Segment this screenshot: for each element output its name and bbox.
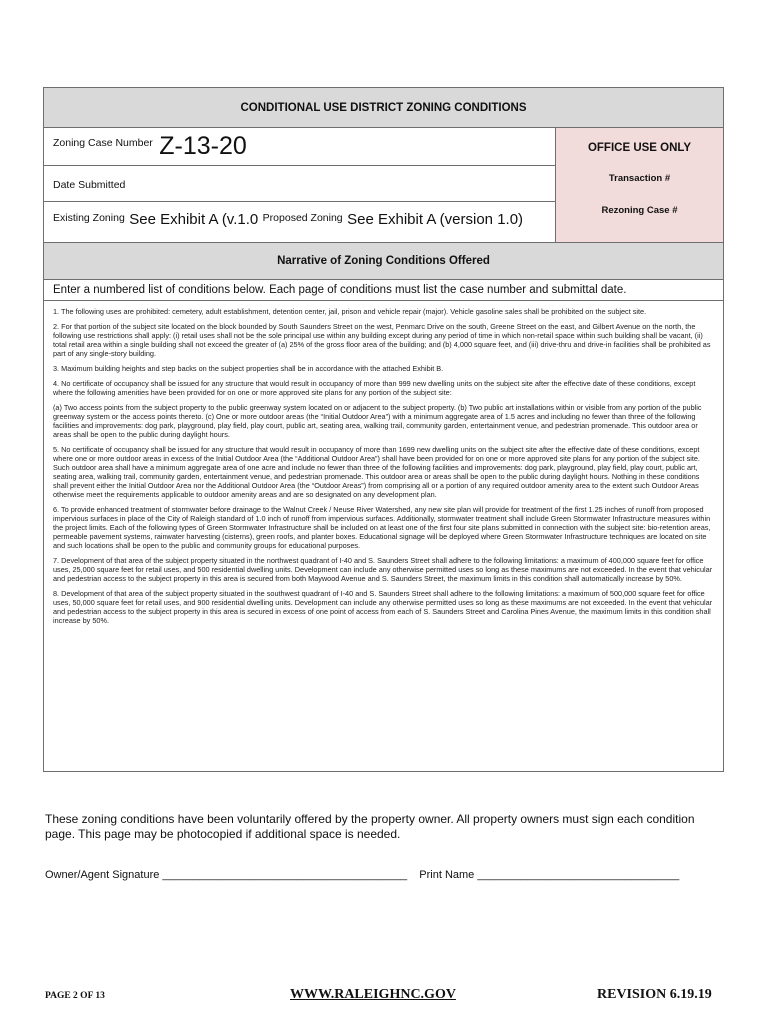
condition-item: 2. For that portion of the subject site located on the block bounded by South Saunders Street on the west, Penmarc Drive on the south, Greene Street on the east, and Gilbert Avenue on the north, the following use restrictions shall apply: (i) retail uses shall not be the sole principal use within any building except during any period of time in which non-retail space within such building shall be vacant, (ii) total retail area within a single building shall not exceed the greater of (a) 25% of the gross floor area of the building; and (b) 4,000 square feet, and (iii) drive-thru and drive-in facilities shall be prohibited as part of any single-story building. [53, 322, 711, 358]
revision-label: REVISION 6.19.19 [597, 987, 712, 1002]
signature-row [45, 869, 679, 881]
page-number: PAGE 2 OF 13 [45, 991, 105, 1001]
existing-zoning-value[interactable]: See Exhibit A (v.1.0 [129, 211, 259, 228]
website-link[interactable]: WWW.RALEIGHNC.GOV [290, 987, 456, 1002]
proposed-zoning-label: Proposed Zoning [262, 212, 343, 224]
office-use-panel [556, 128, 723, 242]
condition-item: 4. No certificate of occupancy shall be issued for any structure that would result in occupancy of more than 999 new dwelling units on the subject site after the effective date of these conditions, except where the following amenities have been provided for on one or more approved site plans for any portion of the subject site: [53, 379, 696, 397]
zoning-conditions-form [43, 87, 724, 772]
narrative-title: Narrative of Zoning Conditions Offered [44, 243, 723, 280]
zoning-row [44, 202, 555, 242]
case-info-section [44, 128, 723, 243]
signature-line[interactable]: ________________________________________ [162, 869, 408, 881]
condition-item: 6. To provide enhanced treatment of stormwater before drainage to the Walnut Creek / Neuse River Watershed, any new site plan will provide for treatment of the first 1.25 inches of runoff from proposed impervious surfaces in place of the City of Raleigh standard of 1.0 inch of runoff from impervious surfaces. Additionally, stormwater treatment shall include Green Stormwater Infrastructure measures within the project limits. Each of the following types of Green Stormwater Infrastructure shall be included on at least one of the first four site plans submitted in connection with the subject site: bio-retention areas, permeable pavement systems, rainwater harvesting (cisterns), green roofs, and planter boxes. Educational signage will be deployed where Green Stormwater Infrastructure techniques are located on site and such locations shall be open to the public and community groups for educational purposes. [53, 505, 711, 550]
rezoning-case-label: Rezoning Case # [601, 205, 678, 216]
voluntary-statement: These zoning conditions have been voluntarily offered by the property owner. All property owners must sign each condition page. This page may be photocopied if additional space is needed. [45, 812, 695, 841]
case-fields [44, 128, 556, 242]
signature-label: Owner/Agent Signature [45, 869, 160, 881]
print-name-label: Print Name [419, 869, 475, 881]
date-submitted-field[interactable] [130, 166, 430, 180]
condition-item: 1. The following uses are prohibited: cemetery, adult establishment, detention center, jail, prison and vehicle repair (major). Vehicle gasoline sales shall be prohibited on the subject site. [53, 307, 647, 316]
form-title: CONDITIONAL USE DISTRICT ZONING CONDITIONS [44, 88, 723, 128]
condition-item: 3. Maximum building heights and step backs on the subject properties shall be in accordance with the attached Exhibit B. [53, 364, 444, 373]
zoning-case-label: Zoning Case Number [53, 137, 153, 149]
zoning-case-value[interactable]: Z-13-20 [159, 132, 247, 160]
proposed-zoning-value[interactable]: See Exhibit A (version 1.0) [347, 211, 524, 228]
condition-item: 7. Development of that area of the subject property situated in the northwest quadrant of I-40 and S. Saunders Street shall adhere to the following limitations: a maximum of 400,000 square feet for office uses, 25,000 square feet for retail uses, and 500 residential dwelling units. Development can include any otherwise permitted uses so long as these maximums are not exceeded. In the event that vehicular and pedestrian access to the subject property in this area is secured from both Maywood Avenue and S. Saunders Street, the maximum limits in this condition shall automatically increase by 50%. [53, 556, 713, 583]
date-submitted-label: Date Submitted [53, 179, 126, 191]
zoning-case-row [44, 128, 555, 166]
office-use-title: OFFICE USE ONLY [587, 142, 692, 154]
narrative-instructions: Enter a numbered list of conditions below. Each page of conditions must list the case number and submittal date. [44, 280, 723, 301]
conditions-list[interactable] [44, 301, 723, 771]
condition-item: 8. Development of that area of the subject property situated in the southwest quadrant of I-40 and S. Saunders Street shall adhere to the following limitations: a maximum of 500,000 square feet for office uses, 50,000 square feet for retail uses, and 900 residential dwelling units. Development can include any otherwise permitted uses so long as these maximums are not exceeded. In the event that vehicular and pedestrian access to the subject property in this area is secured in excess of one point of access from each of S. Saunders Street and Carolina Pines Avenue, the maximum limits in this condition shall increase by 50%. [53, 589, 713, 625]
existing-zoning-label: Existing Zoning [53, 212, 125, 224]
condition-item: 5. No certificate of occupancy shall be issued for any structure that would result in occupancy of more than 1699 new dwelling units on the subject site after the effective date of these conditions, except where one or more outdoor areas in excess of the Initial Outdoor Area (the “Additional Outdoor Area”) shall have been provided for on one or more approved site plans for any portion of the subject site. Such outdoor area shall have a minimum aggregate area of one acre and include no fewer than three of the following facilities and improvements: dog park, playground, play field, play court, public art, seating area, walking trail, community garden, entertainment venue, and pedestrian promenade. This outdoor area or areas shall be open to the public during daylight hours. Nothing in these conditions shall prevent either the Initial Outdoor Area nor the Additional Outdoor Area (the “Outdoor Areas”) from comprising all or a portion of any required outdoor amenity area to the extent such Outdoor Areas otherwise meet the requirements applicable to outdoor amenity areas and are so designated on any development plan. [53, 445, 700, 499]
date-submitted-row [44, 166, 555, 202]
condition-item: (a) Two access points from the subject property to the public greenway system located on or adjacent to the subject property. (b) Two public art installations within or visible from any portion of the public greenway system or the access points thereto. (c) One or more outdoor areas (the “Initial Outdoor Area”) with a minimum aggregate area of 1.5 acres and including no fewer than three of the following facilities and improvements: dog park, playground, play field, play court, public art, seating area, walking trail, community garden, entertainment venue, and pedestrian promenade. This outdoor area or areas shall be open to the public during daylight hours. [53, 403, 702, 439]
transaction-label: Transaction # [608, 173, 671, 184]
print-name-line[interactable]: _________________________________ [477, 869, 680, 881]
